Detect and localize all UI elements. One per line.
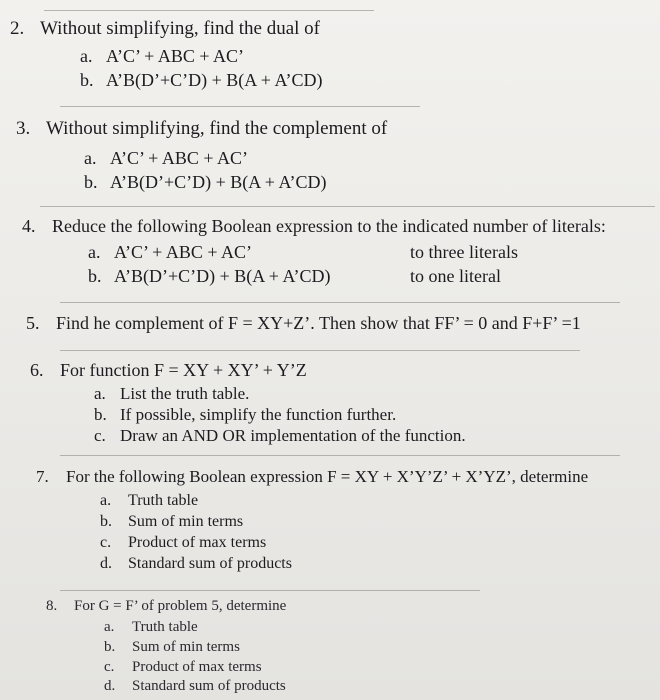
item-expression: A’B(D’+C’D) + B(A + A’CD) [106,70,323,90]
question-7-item-c [100,534,266,552]
divider [60,590,480,591]
item-text: Product of max terms [132,659,262,675]
item-text: Draw an AND OR implementation of the function. [120,426,466,445]
question-8-item-d [104,678,286,695]
item-label: a. [100,492,112,509]
divider [44,10,374,11]
question-7 [36,467,588,487]
question-number: 8. [46,598,58,614]
item-expression: A’B(D’+C’D) + B(A + A’CD) [114,266,331,286]
question-3 [16,118,387,140]
question-2 [10,18,320,40]
question-4-item-a-target: to three literals [410,242,518,262]
divider [40,206,655,207]
divider [60,302,620,303]
question-3-item-b [84,172,326,193]
item-text: Standard sum of products [132,678,286,694]
question-text: For G = F’ of problem 5, determine [74,598,287,614]
question-7-item-b [100,513,243,531]
question-4 [22,216,606,237]
question-4-item-a [88,242,252,263]
question-text: Reduce the following Boolean expression to the indicated number of literals: [52,216,606,236]
question-8-item-a [104,619,198,636]
item-label: d. [104,678,116,694]
question-8-item-c [104,659,262,676]
question-6-item-b [94,405,396,425]
question-number: 2. [10,18,25,39]
item-expression: A’B(D’+C’D) + B(A + A’CD) [110,172,327,192]
question-6 [30,360,307,381]
question-number: 6. [30,360,44,380]
divider [60,106,420,107]
item-label: b. [94,405,107,424]
item-text: Sum of min terms [132,639,240,655]
divider [60,455,620,456]
question-number: 4. [22,216,36,236]
question-text: For function F = XY + XY’ + Y’Z [60,360,307,380]
divider [60,350,580,351]
question-3-item-a [84,148,248,169]
item-label: b. [80,70,94,90]
item-label: b. [88,266,102,286]
question-number: 3. [16,118,31,139]
item-label: a. [80,46,93,66]
item-label: a. [94,384,106,403]
question-text: Without simplifying, find the dual of [40,18,320,39]
item-expression: A’C’ + ABC + AC’ [110,148,248,168]
question-7-item-d [100,555,292,573]
question-4-item-b [88,266,330,287]
question-6-item-a [94,384,249,404]
item-label: a. [104,619,115,635]
item-expression: A’C’ + ABC + AC’ [114,242,252,262]
question-text: Find he complement of F = XY+Z’. Then show that FF’ = 0 and F+F’ =1 [56,313,581,333]
item-text: Truth table [128,492,199,509]
item-label: a. [84,148,97,168]
item-text: Product of max terms [128,534,267,551]
item-label: b. [100,513,112,530]
question-4-item-b-target: to one literal [410,266,501,286]
item-text: Standard sum of products [128,555,292,572]
question-number: 7. [36,467,49,486]
item-label: b. [84,172,98,192]
item-label: d. [100,555,112,572]
item-text: If possible, simplify the function further. [120,405,397,424]
question-number: 5. [26,313,40,333]
question-text: Without simplifying, find the complement of [46,118,388,139]
question-8-item-b [104,639,240,656]
item-label: a. [88,242,101,262]
question-7-item-a [100,492,198,510]
question-8 [46,598,286,615]
question-2-item-b [80,70,322,91]
item-label: c. [94,426,106,445]
item-text: List the truth table. [120,384,250,403]
question-5 [26,313,581,334]
item-label: c. [100,534,112,551]
item-text: Truth table [132,619,198,635]
item-label: b. [104,639,116,655]
question-text: For the following Boolean expression F = XY + X’Y’Z’ + X’YZ’, determine [66,467,589,486]
item-text: Sum of min terms [128,513,244,530]
item-expression: A’C’ + ABC + AC’ [106,46,244,66]
item-label: c. [104,659,115,675]
question-6-item-c [94,426,466,446]
question-2-item-a [80,46,244,67]
